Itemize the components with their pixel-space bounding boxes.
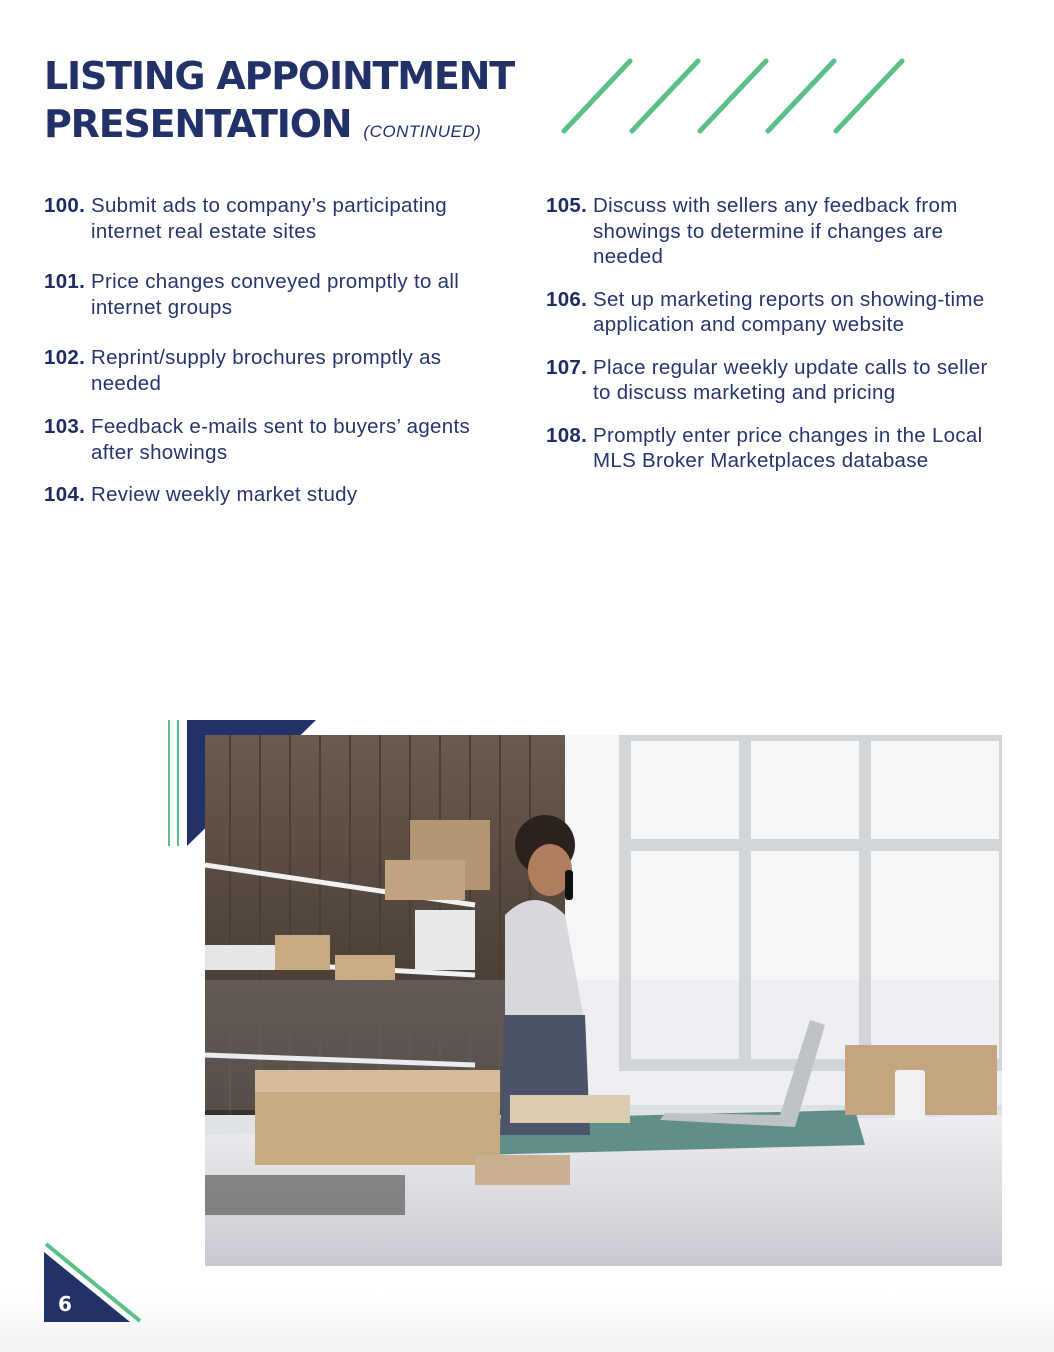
checklist-right-column: [546, 193, 996, 474]
subtitle-continued: (CONTINUED): [363, 122, 482, 141]
item-text: Promptly enter price changes in the Local MLS Broker Marketplaces database: [593, 423, 983, 472]
item-number: 106.: [546, 287, 588, 311]
item-number: 107.: [546, 355, 588, 379]
list-item-106: [546, 287, 996, 338]
page-title: [44, 52, 514, 156]
item-text: Discuss with sellers any feedback from showings to determine if changes are needed: [593, 194, 958, 268]
list-item-104: [44, 482, 514, 508]
list-item-102: [44, 345, 514, 396]
list-item-103: [44, 414, 514, 465]
title-line-2-text: PRESENTATION: [44, 102, 352, 146]
item-number: 101.: [44, 270, 86, 293]
item-text: Submit ads to company’s participating internet real estate sites: [91, 194, 447, 243]
list-item-108: [546, 423, 996, 474]
item-text: Feedback e-mails sent to buyers’ agents after showings: [91, 415, 470, 464]
item-number: 104.: [44, 483, 86, 506]
checklist-left-column: [44, 193, 514, 508]
item-number: 105.: [546, 194, 588, 217]
list-item-107: [546, 355, 996, 406]
item-text: Reprint/supply brochures promptly as needed: [91, 346, 442, 395]
title-line-1: LISTING APPOINTMENT: [44, 54, 514, 98]
title-line-2: [44, 100, 514, 156]
list-item-105: [546, 193, 996, 270]
item-number: 108.: [546, 423, 588, 447]
item-text: Set up marketing reports on showing-time application and company website: [593, 287, 985, 336]
page-number: 6: [58, 1292, 72, 1316]
office-photo: [205, 735, 1002, 1266]
list-item-100: [44, 193, 514, 244]
item-text: Review weekly market study: [91, 483, 358, 506]
list-item-101: [44, 269, 514, 320]
item-number: 102.: [44, 346, 86, 369]
item-number: 103.: [44, 415, 86, 438]
item-number: 100.: [44, 194, 86, 217]
green-stripes-decoration: [560, 56, 920, 136]
item-text: Price changes conveyed promptly to all internet groups: [91, 270, 460, 319]
item-text: Place regular weekly update calls to seller to discuss marketing and pricing: [593, 355, 988, 404]
